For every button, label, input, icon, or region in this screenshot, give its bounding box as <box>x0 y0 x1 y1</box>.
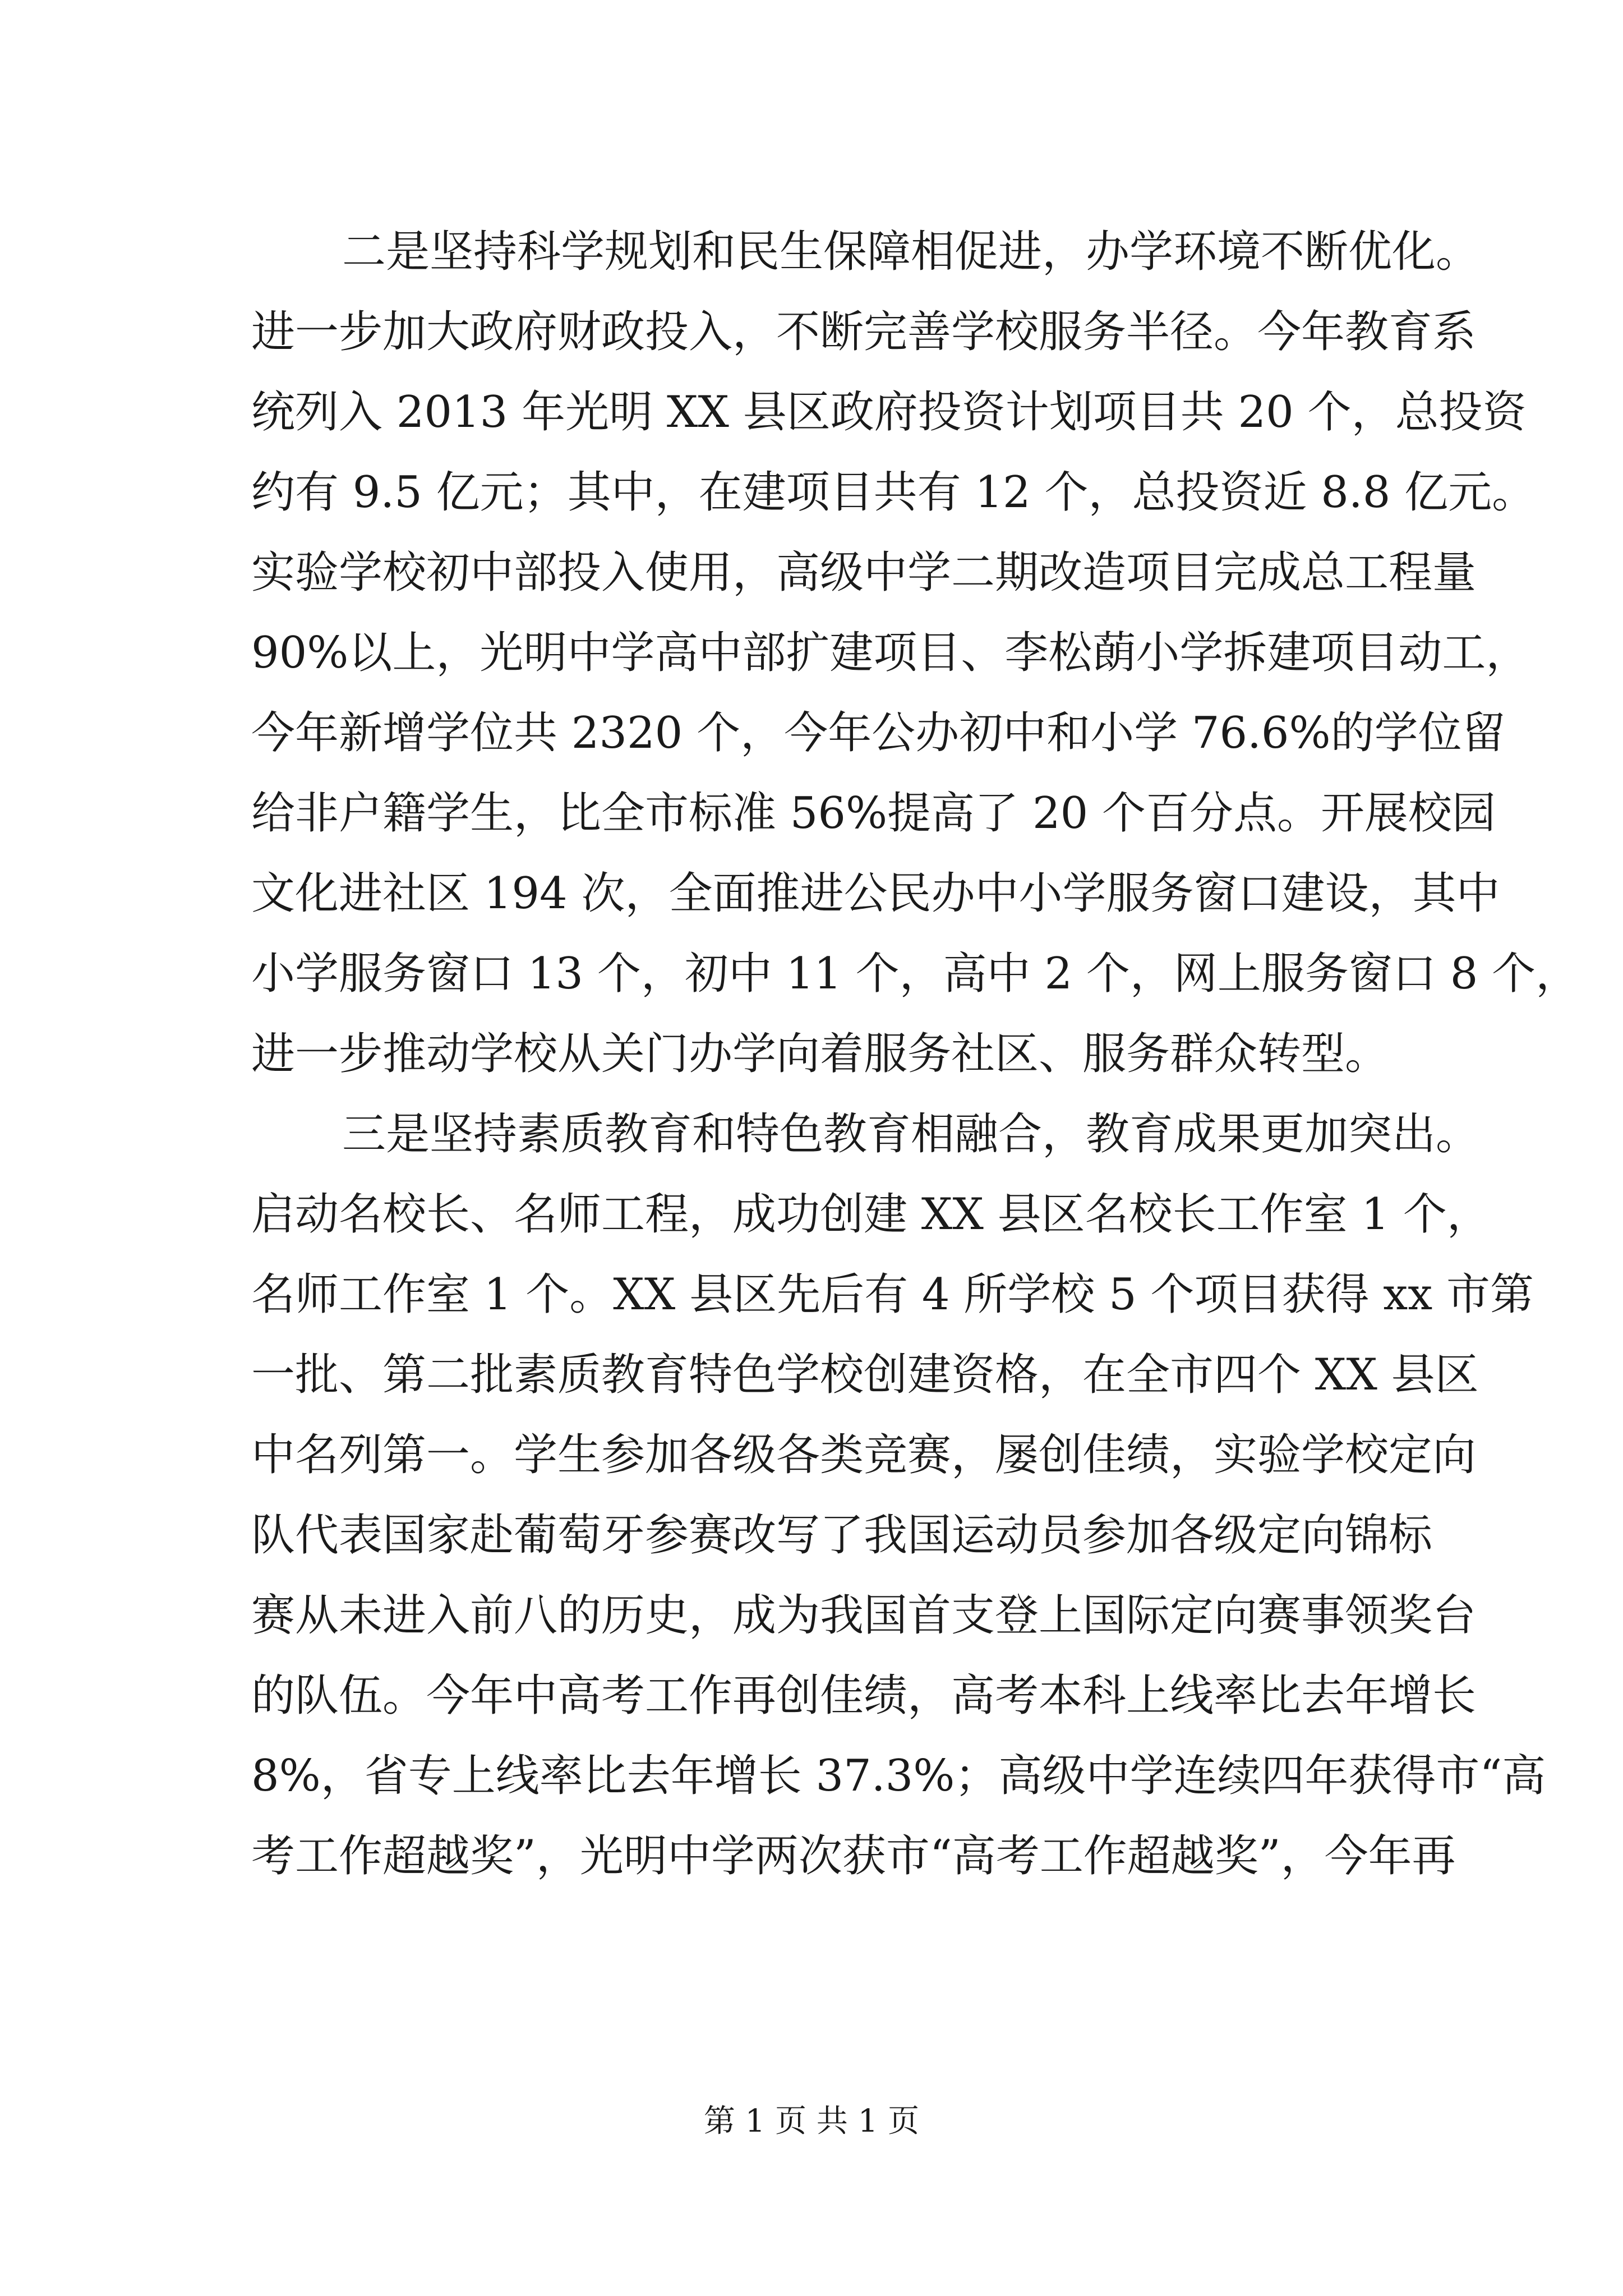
paragraph-2-line-8: 给非户籍学生，比全市标准 56%提高了 20 个百分点。开展校园 <box>251 788 1496 839</box>
paragraph-3-line-8: 的队伍。今年中高考工作再创佳绩，高考本科上线率比去年增长 <box>251 1671 1477 1721</box>
paragraph-2-line-2: 进一步加大政府财政投入，不断完善学校服务半径。今年教育系 <box>251 307 1477 357</box>
paragraph-2-line-11: 进一步推动学校从关门办学向着服务社区、服务群众转型。 <box>251 1029 1389 1079</box>
paragraph-3-line-4: 一批、第二批素质教育特色学校创建资格，在全市四个 XX 县区 <box>251 1350 1479 1400</box>
paragraph-2-line-4: 约有 9.5 亿元；其中，在建项目共有 12 个，总投资近 8.8 亿元。 <box>251 467 1536 518</box>
paragraph-2-line-7: 今年新增学位共 2320 个，今年公办初中和小学 76.6%的学位留 <box>251 708 1506 758</box>
paragraph-3-line-2: 启动名校长、名师工程，成功创建 XX 县区名校长工作室 1 个， <box>251 1189 1491 1240</box>
paragraph-3-line-9: 8%，省专上线率比去年增长 37.3%；高级中学连续四年获得市“高 <box>251 1751 1546 1801</box>
page-number-footer: 第 1 页 共 1 页 <box>703 2103 920 2139</box>
paragraph-2-line-9: 文化进社区 194 次，全面推进公民办中小学服务窗口建设，其中 <box>251 868 1500 919</box>
paragraph-2-line-10: 小学服务窗口 13 个，初中 11 个，高中 2 个，网上服务窗口 8 个， <box>251 949 1580 999</box>
paragraph-3-line-10: 考工作超越奖”，光明中学两次获市“高考工作超越奖”，今年再 <box>251 1831 1456 1881</box>
paragraph-3-line-1: 三是坚持素质教育和特色教育相融合，教育成果更加突出。 <box>342 1109 1480 1159</box>
paragraph-2-line-6: 90%以上，光明中学高中部扩建项目、李松蓢小学拆建项目动工， <box>251 628 1530 678</box>
paragraph-3-line-5: 中名列第一。学生参加各级各类竞赛，屡创佳绩，实验学校定向 <box>251 1430 1477 1480</box>
paragraph-3-line-7: 赛从未进入前八的历史，成为我国首支登上国际定向赛事领奖台 <box>251 1590 1477 1641</box>
document-body <box>251 212 1580 1897</box>
paragraph-2-line-5: 实验学校初中部投入使用，高级中学二期改造项目完成总工程量 <box>251 547 1477 598</box>
paragraph-2-line-1: 二是坚持科学规划和民生保障相促进，办学环境不断优化。 <box>342 227 1480 277</box>
paragraph-3-line-3: 名师工作室 1 个。XX 县区先后有 4 所学校 5 个项目获得 xx 市第 <box>251 1269 1534 1320</box>
paragraph-3-line-6: 队代表国家赴葡萄牙参赛改写了我国运动员参加各级定向锦标 <box>251 1510 1433 1561</box>
paragraph-2-line-3: 统列入 2013 年光明 XX 县区政府投资计划项目共 20 个，总投资 <box>251 387 1527 438</box>
